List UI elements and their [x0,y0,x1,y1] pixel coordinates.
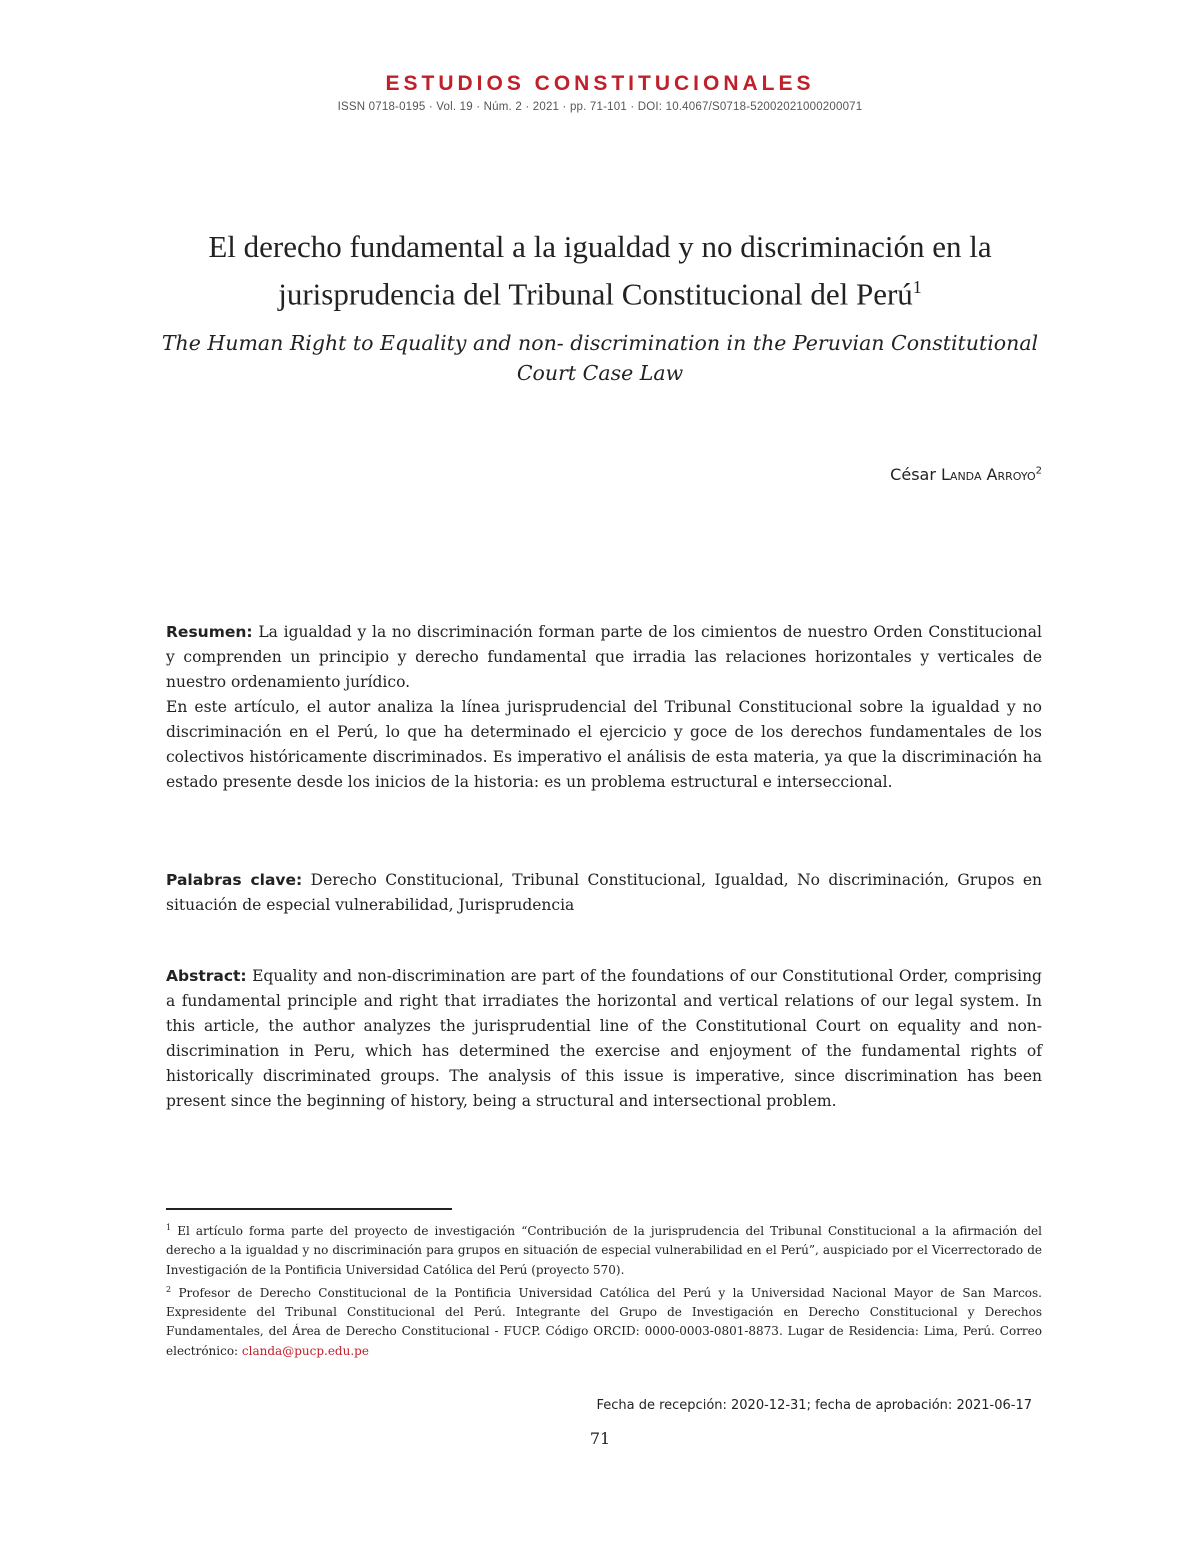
keywords-text: Derecho Constitucional, Tribunal Constitucional, Igualdad, No discriminación, Grupos en situación de especial vulnerabilidad, Jurisprudencia [166,871,1042,914]
author-name [890,465,1042,484]
author-first-name: César [890,465,941,484]
article-title [150,226,1050,314]
email-link[interactable]: clanda@pucp.edu.pe [241,1343,369,1358]
abstract-text: Equality and non-discrimination are part of the foundations of our Constitutional Order, comprising a fundamental principle and right that irradiates the horizontal and vertical relations of our legal system. In this article, the author analyzes the jurisprudential line of the Constitutional Court on equality and non-discrimination in Peru, which has determined the exercise and enjoyment of the fundamental rights of historically discriminated groups. The analysis of this issue is imperative, since discrimination has been present since the beginning of history, being a structural and intersectional problem. [166,967,1042,1110]
author-footnote-mark[interactable]: 2 [1035,465,1042,477]
footnote-1 [166,1218,1042,1280]
footnote-2-mark: 2 [166,1284,172,1294]
title-text: El derecho fundamental a la igualdad y no discriminación en la jurisprudencia del Tribunal Constitucional del Perú [208,229,992,312]
resumen-paragraph-1 [166,620,1042,695]
issn-line: ISSN 0718-0195 · Vol. 19 · Núm. 2 · 2021 · pp. 71-101 · DOI: 10.4067/S0718-52002021000200071 [337,101,863,113]
footnote-2-text: Profesor de Derecho Constitucional de la Pontificia Universidad Católica del Perú y la Universidad Nacional Mayor de San Marcos. Expresidente del Tribunal Constitucional del Perú. Integrante del Grupo de Investigación en Derecho Constitucional y Derechos Fundamentales, del Área de Derecho Constitucional - FUCP. Código ORCID: 0000-0003-0801-8873. Lugar de Residencia: Lima, Perú. Correo electrónico: [166,1285,1042,1358]
footnote-2 [166,1280,1042,1361]
footnote-1-mark: 1 [166,1223,172,1232]
page-number: 71 [589,1429,611,1448]
footnote-divider [166,1208,452,1210]
resumen-text-1: La igualdad y la no discriminación forman parte de los cimientos de nuestro Orden Constitucional y comprenden un principio y derecho fundamental que irradia las relaciones horizontales y verticales de nuestro ordenamiento jurídico. [166,623,1042,691]
resumen-section [166,620,1042,795]
author-last-name: Landa Arroyo [941,465,1036,484]
resumen-paragraph-2: En este artículo, el autor analiza la línea jurisprudencial del Tribunal Constitucional sobre la igualdad y no discriminación en el Perú, lo que ha determinado el ejercicio y goce de los derechos fundamentales de los colectivos históricamente discriminados. Es imperativo el análisis de esta materia, ya que la discriminación ha estado presente desde los inicios de la historia: es un problema estructural e interseccional. [166,698,1042,791]
resumen-label: Resumen: [166,623,253,641]
keywords-label: Palabras clave: [166,871,303,889]
abstract-section [166,964,1042,1114]
reception-dates: Fecha de recepción: 2020-12-31; fecha de aprobación: 2021-06-17 [596,1398,1032,1413]
footnote-1-text: El artículo forma parte del proyecto de investigación “Contribución de la jurisprudencia del Tribunal Constitucional a la afirmación del derecho a la igualdad y no discriminación para grupos en situación de especial vulnerabilidad en el Perú”, auspiciado por el Vicerrectorado de Investigación de la Pontificia Universidad Católica del Perú (proyecto 570). [166,1224,1042,1277]
abstract-label: Abstract: [166,967,247,985]
journal-name: ESTUDIOS CONSTITUCIONALES [385,72,815,95]
keywords-section [166,868,1042,918]
title-footnote-mark[interactable]: 1 [912,277,922,297]
footnotes [166,1218,1042,1361]
article-subtitle: The Human Right to Equality and non- discrimination in the Peruvian Constitutional Court Case Law [161,331,1039,385]
